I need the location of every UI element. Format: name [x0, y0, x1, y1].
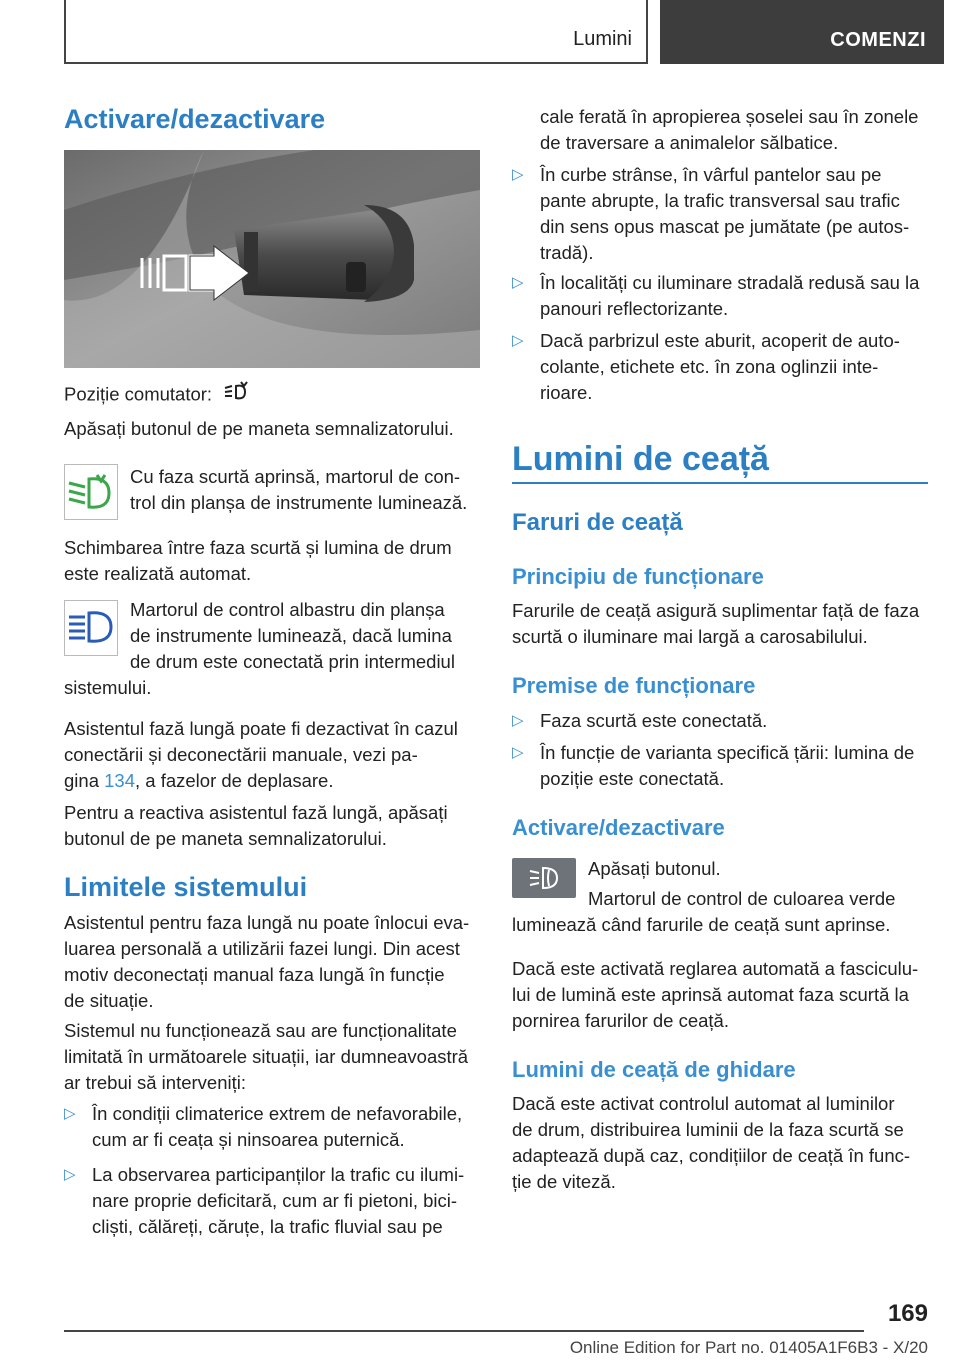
guide-text-3: adaptează după caz, condițiilor de ceață în func- — [512, 1145, 911, 1166]
list-item-continued — [512, 104, 928, 156]
high-beam-indicator-icon — [65, 601, 117, 655]
limits-text-3: motiv deconectați manual faza lungă în funcție — [64, 964, 445, 985]
guide-text-4: ție de viteză. — [512, 1171, 616, 1192]
heading-guide-lights: Lumini de ceață de ghidare — [512, 1057, 796, 1082]
principle-text-1: Farurile de ceață asigură suplimentar față de faza — [512, 600, 920, 621]
high-beam-text-2: de instrumente luminează, dacă lumina — [130, 625, 452, 646]
limits-text-4: de situație. — [64, 990, 154, 1011]
switch-position-text — [64, 380, 251, 411]
low-beam-indicator-box — [64, 464, 118, 520]
heading-system-limits: Limitele sistemului — [64, 872, 308, 902]
list-item — [64, 1101, 480, 1153]
header-section-label: COMENZI — [830, 29, 926, 51]
high-beam-text-3: de drum este conectată prin intermediul — [130, 651, 455, 672]
high-beam-text-1: Martorul de control albastru din planșa — [130, 599, 445, 620]
bullet-line: din sens opus mascat pe jumătate (pe autos- — [540, 216, 910, 237]
fog-green-text-2: luminează când farurile de ceață sunt aprinse. — [512, 914, 891, 935]
turn-signal-stalk-image — [64, 150, 480, 368]
bullet-triangle-icon: ▷ — [512, 166, 524, 183]
heading-rule — [512, 482, 928, 484]
bullet-line: La observarea participanților la trafic cu ilumi- — [92, 1164, 465, 1185]
auto-switch-text-1: Schimbarea între faza scurtă și lumina de drum — [64, 537, 452, 558]
fog-auto-text-3: pornirea farurilor de ceață. — [512, 1010, 729, 1031]
press-fog-text: Apăsați butonul. — [588, 858, 721, 879]
bullet-triangle-icon: ▷ — [64, 1166, 76, 1183]
list-item — [512, 328, 928, 406]
heading-operating-principle: Principiu de funcționare — [512, 564, 764, 589]
list-item — [64, 1162, 480, 1240]
bullet-line: Faza scurtă este conectată. — [540, 710, 768, 731]
bullet-line: tradă). — [540, 242, 594, 263]
bullet-line: panouri reflectorizante. — [540, 298, 729, 319]
page-number: 169 — [887, 1300, 928, 1327]
heading-activate: Activare/dezactivare — [64, 104, 326, 134]
low-beam-text-1: Cu faza scurtă aprinsă, martorul de con- — [130, 466, 461, 487]
guide-text-1: Dacă este activat controlul automat al luminilor — [512, 1093, 895, 1114]
heading-fog-lights: Lumini de ceață — [512, 440, 769, 478]
reactivate-text-2: butonul de pe maneta semnalizatorului. — [64, 828, 387, 849]
bullet-line: colante, etichete etc. în zona oglinzii inte- — [540, 356, 879, 377]
bullet-line: nare proprie deficitară, cum ar fi pietoni, bici- — [92, 1190, 458, 1211]
assist-text-3a: gina — [64, 770, 99, 791]
bullet-line: cliști, călăreți, căruțe, la trafic fluvial sau pe — [92, 1216, 443, 1237]
limits-text-1: Asistentul pentru faza lungă nu poate înlocui eva- — [64, 912, 470, 933]
list-item — [512, 270, 928, 322]
assist-text-3b: , a fazelor de deplasare. — [135, 770, 334, 791]
assist-text-3 — [64, 768, 334, 794]
auto-switch-text-2: este realizată automat. — [64, 563, 252, 584]
bullet-line: rioare. — [540, 382, 593, 403]
header-title: Lumini — [573, 28, 632, 50]
principle-text-2: scurtă o iluminare mai largă a carosabilului. — [512, 626, 868, 647]
heading-activate-fog: Activare/dezactivare — [512, 815, 725, 840]
heading-prerequisites: Premise de funcționare — [512, 673, 756, 698]
fog-light-button-icon — [512, 858, 576, 898]
bullet-line: cum ar fi ceața și ninsoarea puternică. — [92, 1129, 405, 1150]
bullet-line: de traversare a animalelor sălbatice. — [540, 132, 839, 153]
fog-light-button[interactable] — [512, 858, 576, 898]
high-beam-assist-icon — [223, 380, 251, 411]
bullet-triangle-icon: ▷ — [64, 1105, 76, 1122]
heading-fog-headlights: Faruri de ceață — [512, 509, 683, 536]
limits-text-2: luarea personală a utilizării fazei lungi. Din acest — [64, 938, 460, 959]
bullet-triangle-icon: ▷ — [512, 712, 524, 729]
page-link-134[interactable]: 134 — [104, 770, 135, 791]
assist-text-2: conectării și deconectării manuale, vezi pa- — [64, 744, 418, 765]
low-beam-text-2: trol din planșa de instrumente luminează. — [130, 492, 468, 513]
footer-edition: Online Edition for Part no. 01405A1F6B3 - X/20 — [569, 1338, 928, 1357]
header-section-tab — [660, 0, 944, 64]
switch-position-label: Poziție comutator: — [64, 383, 213, 405]
footer-rule — [64, 1330, 864, 1332]
fog-auto-text-1: Dacă este activată reglarea automată a fasciculu- — [512, 958, 919, 979]
high-beam-text-4: sistemului. — [64, 677, 152, 698]
list-item — [512, 740, 928, 792]
system-text-3: ar trebui să interveniți: — [64, 1072, 247, 1093]
reactivate-text-1: Pentru a reactiva asistentul fază lungă, apăsați — [64, 802, 448, 823]
bullet-line: În condiții climaterice extrem de nefavorabile, — [92, 1103, 463, 1124]
list-item — [512, 162, 928, 266]
bullet-triangle-icon: ▷ — [512, 332, 524, 349]
bullet-line: În funcție de varianta specifică țării: lumina de — [540, 742, 915, 763]
stalk-photo — [64, 150, 480, 368]
bullet-line: Dacă parbrizul este aburit, acoperit de auto- — [540, 330, 900, 351]
fog-green-text-1: Martorul de control de culoarea verde — [588, 888, 896, 909]
bullet-line: poziție este conectată. — [540, 768, 725, 789]
press-button-text: Apăsați butonul de pe maneta semnalizatorului. — [64, 418, 454, 439]
system-text-2: limitată în următoarele situații, iar dumneavoastră — [64, 1046, 469, 1067]
bullet-line: În curbe strânse, în vârful pantelor sau pe — [540, 164, 882, 185]
bullet-line: pante abrupte, la trafic transversal sau trafic — [540, 190, 900, 211]
bullet-line: În localități cu iluminare stradală redusă sau la — [540, 272, 920, 293]
assist-text-1: Asistentul fază lungă poate fi dezactivat în cazul — [64, 718, 458, 739]
header-box — [64, 0, 648, 64]
fog-auto-text-2: lui de lumină este aprinsă automat faza scurtă la — [512, 984, 909, 1005]
low-beam-indicator-icon — [65, 465, 117, 519]
high-beam-indicator-box — [64, 600, 118, 656]
list-item — [512, 708, 928, 734]
guide-text-2: de drum, distribuirea luminii de la faza scurtă se — [512, 1119, 904, 1140]
bullet-line: cale ferată în apropierea șoselei sau în zonele — [540, 106, 919, 127]
system-text-1: Sistemul nu funcționează sau are funcționalitate — [64, 1020, 457, 1041]
bullet-triangle-icon: ▷ — [512, 744, 524, 761]
bullet-triangle-icon: ▷ — [512, 274, 524, 291]
